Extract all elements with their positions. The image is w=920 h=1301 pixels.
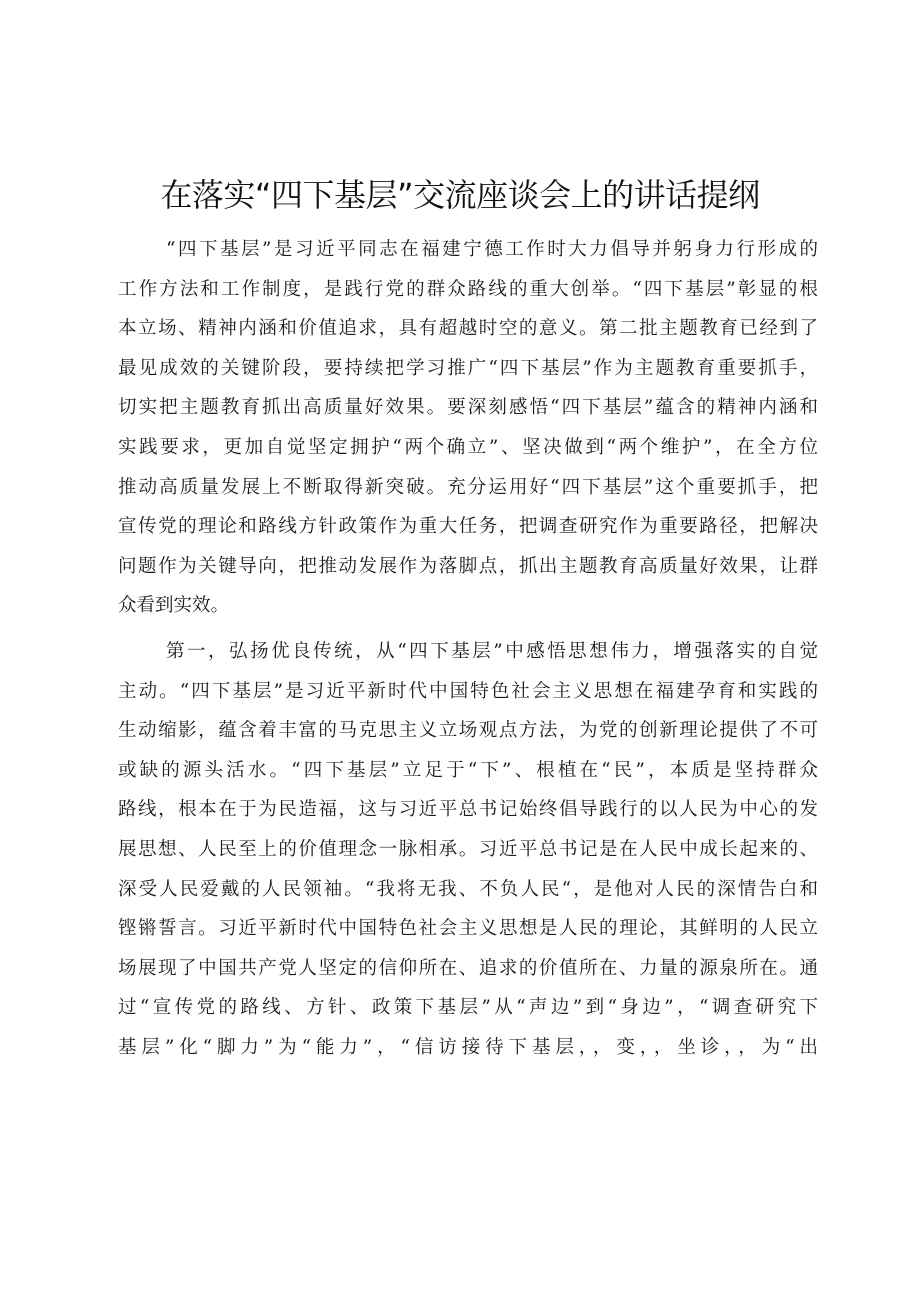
paragraph-line: 生动缩影，蕴含着丰富的马克思主义立场观点方法，为党的创新理论提供了不可 [118, 720, 818, 742]
paragraph-line: 宣传党的理论和路线方针政策作为重大任务，把调查研究作为重要路径，把解决 [118, 516, 818, 538]
paragraph-line: “四下基层”是习近平同志在福建宁德工作时大力倡导并躬身力行形成的 [166, 239, 818, 260]
paragraph-line: 场展现了中国共产党人坚定的信仰所在、追求的价值所在、力量的源泉所在。通 [118, 957, 818, 979]
paragraph-line: 基层”化“脚力”为“能力”，“信访接待下基层，，变，，坐诊，，为“出 [118, 1036, 818, 1058]
document-title: 在落实“四下基层”交流座谈会上的讲话提纲 [160, 176, 760, 214]
paragraph-line: 路线，根本在于为民造福，这与习近平总书记始终倡导践行的以人民为中心的发 [118, 799, 818, 821]
paragraph-line: 或缺的源头活水。“四下基层”立足于“下”、根植在“民”，本质是坚持群众 [118, 759, 818, 781]
paragraph-line: 本立场、精神内涵和价值追求，具有超越时空的意义。第二批主题教育已经到了 [118, 318, 818, 340]
paragraph-2 [118, 632, 818, 1068]
paragraph-line: 最见成效的关键阶段，要持续把学习推广“四下基层”作为主题教育重要抓手， [118, 357, 818, 379]
paragraph-line: 推动高质量发展上不断取得新突破。充分运用好“四下基层”这个重要抓手，把 [118, 476, 818, 498]
paragraph-line: 切实把主题教育抓出高质量好效果。要深刻感悟“四下基层”蕴含的精神内涵和 [118, 397, 818, 419]
paragraph-line: 众看到实效。 [118, 595, 230, 617]
paragraph-line: 实践要求，更加自觉坚定拥护“两个确立”、坚决做到“两个维护”，在全方位 [118, 436, 818, 458]
paragraph-line: 铿锵誓言。习近平新时代中国特色社会主义思想是人民的理论，其鲜明的人民立 [118, 918, 818, 940]
paragraph-line: 工作方法和工作制度，是践行党的群众路线的重大创举。“四下基层”彰显的根 [118, 278, 818, 300]
paragraph-line: 主动。“四下基层”是习近平新时代中国特色社会主义思想在福建孕育和实践的 [118, 680, 818, 702]
paragraph-line: 过“宣传党的路线、方针、政策下基层”从“声边”到“身边”，“调查研究下 [118, 997, 818, 1019]
document-body [118, 230, 818, 1067]
paragraph-1 [118, 230, 818, 626]
paragraph-line: 第一，弘扬优良传统，从“四下基层”中感悟思想伟力，增强落实的自觉 [166, 640, 818, 662]
paragraph-line: 展思想、人民至上的价值理念一脉相承。习近平总书记是在人民中成长起来的、 [118, 838, 818, 860]
paragraph-line: 深受人民爱戴的人民领袖。“我将无我、不负人民“，是他对人民的深情告白和 [118, 878, 818, 900]
paragraph-line: 问题作为关键导向，把推动发展作为落脚点，抓出主题教育高质量好效果，让群 [118, 555, 818, 577]
